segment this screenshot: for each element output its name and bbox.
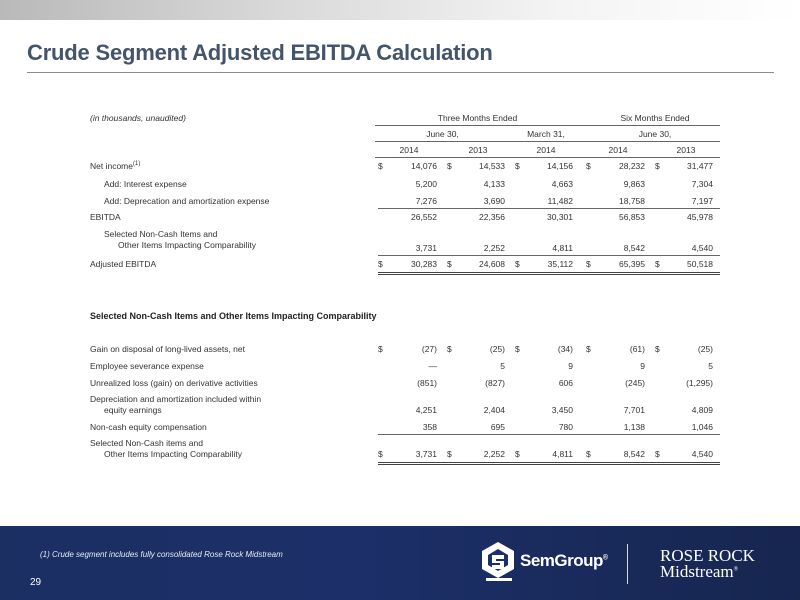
value-cell: 695 — [490, 422, 505, 432]
value-cell: 4,540 — [691, 449, 713, 459]
value-cell: 780 — [558, 422, 573, 432]
value-cell: 5 — [500, 361, 505, 371]
value-cell: 4,663 — [551, 179, 573, 189]
value-cell: 35,112 — [547, 259, 573, 269]
value-cell: (245) — [625, 378, 645, 388]
row-label-employee-severance: Employee severance expense — [90, 361, 204, 371]
value-cell: 2,252 — [483, 243, 505, 253]
dollar-sign: $ — [515, 161, 520, 171]
row-label-selected-non-cash-2: Other Items Impacting Comparability — [118, 240, 256, 250]
value-cell: 3,731 — [415, 243, 437, 253]
value-cell: (25) — [697, 344, 713, 354]
value-cell: 7,701 — [623, 405, 645, 415]
section-title: Selected Non-Cash Items and Other Items Impacting Comparability — [90, 311, 377, 321]
header-rule — [375, 157, 720, 158]
period-header-march: March 31, — [527, 129, 565, 139]
row-label-ebitda: EBITDA — [90, 212, 121, 222]
dollar-sign: $ — [378, 449, 383, 459]
dollar-sign: $ — [515, 259, 520, 269]
value-cell: 5 — [708, 361, 713, 371]
value-cell: 50,518 — [687, 259, 713, 269]
year-header: 2013 — [676, 145, 696, 155]
dollar-sign: $ — [655, 161, 660, 171]
value-cell: (25) — [489, 344, 505, 354]
value-cell: (61) — [629, 344, 645, 354]
page-number: 29 — [30, 577, 42, 588]
group-header-six-months: Six Months Ended — [620, 113, 690, 123]
row-label-interest-expense: Add: Interest expense — [104, 179, 187, 189]
dollar-sign: $ — [378, 161, 383, 171]
dollar-sign: $ — [655, 344, 660, 354]
value-cell: 1,138 — [623, 422, 645, 432]
value-cell: 14,156 — [547, 161, 573, 171]
value-cell: 22,356 — [479, 212, 505, 222]
rose-rock-line2: Midstream® — [660, 562, 739, 581]
dollar-sign: $ — [586, 161, 591, 171]
period-header-june: June 30, — [426, 129, 459, 139]
value-cell: 31,477 — [687, 161, 713, 171]
dollar-sign: $ — [586, 344, 591, 354]
value-cell: 11,482 — [547, 196, 573, 206]
value-cell: 3,690 — [483, 196, 505, 206]
rose-rock-line1: ROSE ROCK — [660, 546, 755, 565]
value-cell: 56,853 — [619, 212, 645, 222]
row-label-unrealized-loss: Unrealized loss (gain) on derivative activities — [90, 378, 258, 388]
row-label-adjusted-ebitda: Adjusted EBITDA — [90, 259, 157, 269]
footnote: (1) Crude segment includes fully consolidated Rose Rock Midstream — [40, 550, 283, 559]
value-cell: 4,811 — [552, 449, 573, 459]
year-header: 2014 — [608, 145, 628, 155]
total-double-rule — [378, 462, 720, 465]
dollar-sign: $ — [447, 449, 452, 459]
value-cell: 7,197 — [691, 196, 713, 206]
subtotal-rule — [378, 255, 720, 256]
value-cell: 30,301 — [547, 212, 573, 222]
dollar-sign: $ — [447, 344, 452, 354]
value-cell: 9,863 — [623, 179, 645, 189]
row-label-equity-compensation: Non-cash equity compensation — [90, 422, 207, 432]
value-cell: 28,232 — [619, 161, 645, 171]
value-cell: 8,542 — [623, 243, 645, 253]
value-cell: 45,978 — [687, 212, 713, 222]
year-header: 2014 — [536, 145, 556, 155]
dollar-sign: $ — [586, 259, 591, 269]
value-cell: 8,542 — [623, 449, 645, 459]
group-header-three-months: Three Months Ended — [437, 113, 518, 123]
value-cell: (34) — [557, 344, 573, 354]
dollar-sign: $ — [655, 449, 660, 459]
slide-title: Crude Segment Adjusted EBITDA Calculation — [27, 40, 493, 65]
subtotal-rule — [378, 434, 720, 435]
value-cell: — — [428, 361, 437, 371]
value-cell: 4,540 — [691, 243, 713, 253]
value-cell: 606 — [558, 378, 573, 388]
value-cell: 7,304 — [691, 179, 713, 189]
dollar-sign: $ — [586, 449, 591, 459]
logo-divider — [627, 544, 628, 584]
row-label-gain-on-disposal: Gain on disposal of long-lived assets, net — [90, 344, 245, 354]
row-label-equity-depreciation-2: equity earnings — [104, 405, 162, 415]
value-cell: 24,608 — [479, 259, 505, 269]
row-label-net-income: Net income$^{(1)}$ — [90, 161, 141, 171]
value-cell: (27) — [421, 344, 437, 354]
value-cell: 14,533 — [479, 161, 505, 171]
year-header: 2013 — [468, 145, 488, 155]
row-label-selected-non-cash: Selected Non-Cash Items and — [104, 229, 218, 239]
semgroup-wordmark: SemGroup® — [520, 551, 608, 570]
value-cell: 9 — [640, 361, 645, 371]
value-cell: 3,450 — [551, 405, 573, 415]
semgroup-logo — [478, 540, 608, 590]
value-cell: 30,283 — [411, 259, 437, 269]
footer-band — [0, 526, 800, 600]
value-cell: (827) — [485, 378, 505, 388]
dollar-sign: $ — [447, 161, 452, 171]
row-label-selected-non-cash-total-2: Other Items Impacting Comparability — [104, 449, 242, 459]
value-cell: 4,811 — [552, 243, 573, 253]
value-cell: 5,200 — [415, 179, 437, 189]
dollar-sign: $ — [515, 344, 520, 354]
value-cell: (1,295) — [686, 378, 713, 388]
rose-rock-logo — [660, 546, 770, 586]
value-cell: 7,276 — [415, 196, 437, 206]
value-cell: 4,251 — [415, 405, 437, 415]
value-cell: 65,395 — [619, 259, 645, 269]
year-header: 2014 — [399, 145, 419, 155]
top-gradient-bar — [0, 0, 800, 20]
value-cell: 1,046 — [691, 422, 713, 432]
value-cell: 14,076 — [411, 161, 437, 171]
value-cell: (851) — [417, 378, 437, 388]
dollar-sign: $ — [378, 344, 383, 354]
row-label-depreciation: Add: Deprecation and amortization expense — [104, 196, 270, 206]
dollar-sign: $ — [655, 259, 660, 269]
total-double-rule — [378, 272, 720, 275]
row-label-equity-depreciation: Depreciation and amortization included within — [90, 394, 262, 404]
value-cell: 18,758 — [619, 196, 645, 206]
row-label-selected-non-cash-total: Selected Non-Cash items and — [90, 438, 203, 448]
value-cell: 3,731 — [415, 449, 437, 459]
dollar-sign: $ — [378, 259, 383, 269]
value-cell: 9 — [568, 361, 573, 371]
value-cell: 2,252 — [483, 449, 505, 459]
value-cell: 4,809 — [691, 405, 713, 415]
header-rule — [375, 125, 720, 126]
title-rule — [27, 72, 774, 73]
dollar-sign: $ — [447, 259, 452, 269]
dollar-sign: $ — [515, 449, 520, 459]
value-cell: 4,133 — [483, 179, 505, 189]
value-cell: 2,404 — [483, 405, 505, 415]
value-cell: 358 — [422, 422, 437, 432]
period-header-june-six: June 30, — [638, 129, 672, 139]
units-note: (in thousands, unaudited) — [90, 113, 186, 123]
value-cell: 26,552 — [411, 212, 437, 222]
semgroup-mark-icon — [478, 540, 518, 584]
header-rule — [375, 141, 720, 142]
subtotal-rule — [378, 208, 720, 209]
